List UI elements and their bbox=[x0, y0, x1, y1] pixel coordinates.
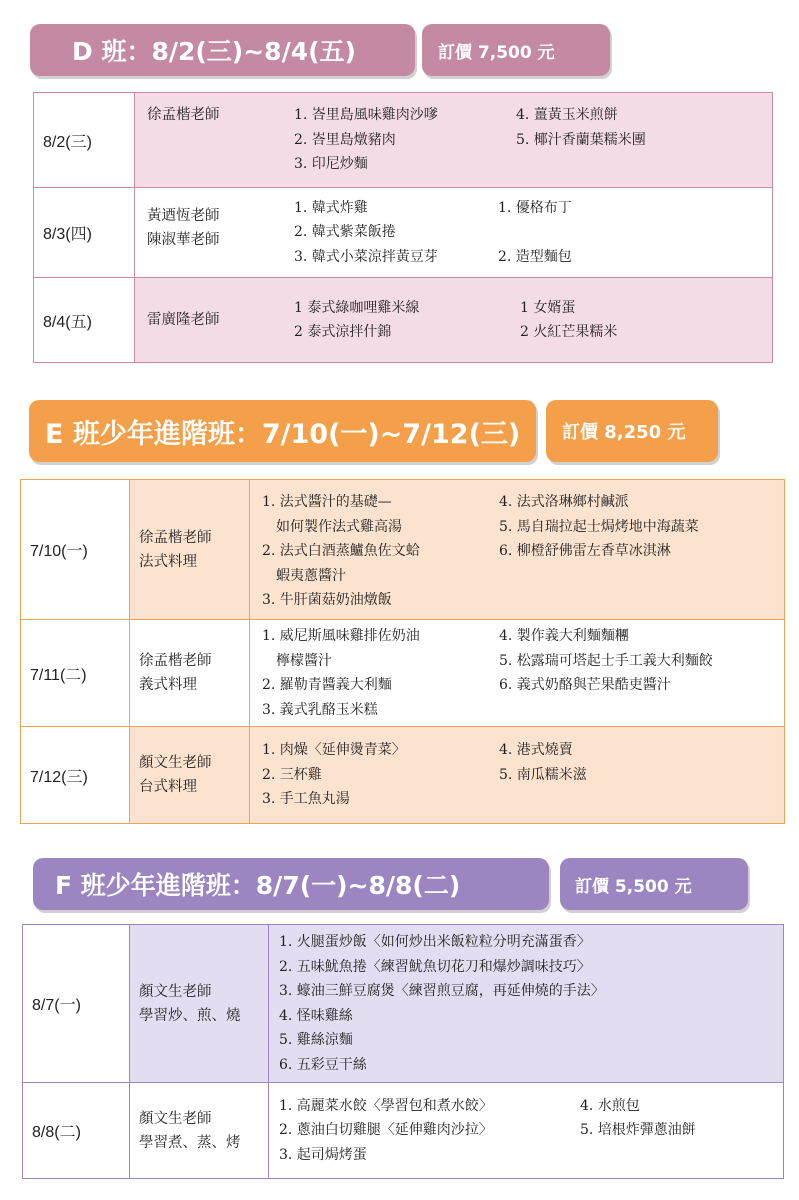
section-d-table bbox=[33, 92, 773, 363]
row-teacher: 顏文生老師 學習煮、蒸、烤 bbox=[130, 1083, 269, 1179]
table-row bbox=[23, 1083, 784, 1179]
table-row bbox=[34, 278, 773, 363]
menu-list: 1. 峇里島風味雞肉沙嗲 2. 峇里島燉豬肉 3. 印尼炒麵 bbox=[294, 107, 438, 173]
row-date: 8/2(三) bbox=[34, 93, 135, 188]
row-teacher: 顏文生老師 台式料理 bbox=[130, 727, 250, 824]
menu-list: 1. 韓式炸雞 2. 韓式紫菜飯捲 3. 韓式小菜涼拌黃豆芽 bbox=[294, 199, 438, 265]
menu-list: 1. 優格布丁 2. 造型麵包 bbox=[498, 199, 572, 265]
table-row bbox=[23, 925, 784, 1083]
row-date: 7/11(二) bbox=[21, 620, 130, 727]
table-row bbox=[34, 93, 773, 188]
menu-list: 1. 高麗菜水餃〈學習包和煮水餃〉 2. 蔥油白切雞腿〈延伸雞肉沙拉〉 3. 起司焗烤蛋 bbox=[279, 1097, 493, 1163]
row-teacher: 黃迺恆老師 陳淑華老師 bbox=[147, 207, 220, 248]
row-date: 8/8(二) bbox=[23, 1083, 130, 1179]
section-e-table bbox=[20, 479, 785, 824]
section-f-table bbox=[22, 924, 784, 1179]
menu-list: 1. 肉燥〈延伸燙青菜〉 2. 三杯雞 3. 手工魚丸湯 bbox=[262, 742, 406, 808]
menu-list: 1 泰式綠咖哩雞米線 2 泰式涼拌什錦 bbox=[294, 299, 420, 340]
section-d-title: D 班：8/2(三)~8/4(五) bbox=[30, 24, 415, 76]
menu-list: 1. 威尼斯風味雞排佐奶油 檸檬醬汁 2. 羅勒青醬義大利麵 3. 義式乳酪玉米糕 bbox=[262, 628, 420, 718]
menu-list: 4. 製作義大利麵麵糰 5. 松露瑞可塔起士手工義大利麵餃 6. 義式奶酪與芒果酷吏醬汁 bbox=[499, 628, 713, 693]
section-f-price: 訂價 5,500 元 bbox=[560, 858, 748, 910]
menu-list: 1 女婿蛋 2 火紅芒果糯米 bbox=[520, 299, 618, 340]
menu-list: 1. 火腿蛋炒飯〈如何炒出米飯粒粒分明充滿蛋香〉 2. 五味魷魚捲〈練習魷魚切花刀和爆炒調味技巧〉 3. 蠔油三鮮豆腐煲〈練習煎豆腐，再延伸燒的手法〉 4. 怪味雞絲 5. 雞絲涼麵 6. 五彩豆干絲 bbox=[279, 934, 605, 1073]
table-row bbox=[34, 188, 773, 278]
row-teacher: 雷廣隆老師 bbox=[147, 311, 220, 328]
table-row bbox=[21, 480, 785, 620]
section-d-price: 訂價 7,500 元 bbox=[422, 24, 610, 76]
row-teacher: 徐孟楷老師 義式料理 bbox=[130, 620, 250, 727]
row-date: 8/7(一) bbox=[23, 925, 130, 1083]
row-date: 8/4(五) bbox=[34, 278, 135, 363]
menu-list: 4. 港式燒賣 5. 南瓜糯米滋 bbox=[499, 742, 587, 783]
row-teacher: 徐孟楷老師 法式料理 bbox=[130, 480, 250, 620]
row-teacher: 顏文生老師 學習炒、煎、燒 bbox=[130, 925, 269, 1083]
row-date: 7/10(一) bbox=[21, 480, 130, 620]
menu-list: 1. 法式醬汁的基礎— 如何製作法式雞高湯 2. 法式白酒蒸鱸魚佐文蛤 蝦夷蔥醬汁 3. 牛肝菌菇奶油燉飯 bbox=[262, 494, 420, 608]
table-row bbox=[21, 620, 785, 727]
row-teacher: 徐孟楷老師 bbox=[147, 107, 220, 124]
row-date: 8/3(四) bbox=[34, 188, 135, 278]
row-date: 7/12(三) bbox=[21, 727, 130, 824]
table-row bbox=[21, 727, 785, 824]
menu-list: 4. 水煎包 5. 培根炸彈蔥油餅 bbox=[580, 1097, 696, 1139]
section-e-title: E 班少年進階班：7/10(一)~7/12(三) bbox=[29, 400, 536, 462]
menu-list: 4. 薑黃玉米煎餅 5. 椰汁香蘭葉糯米團 bbox=[516, 107, 646, 148]
menu-list: 4. 法式洛琳鄉村鹹派 5. 馬自瑞拉起士焗烤地中海蔬菜 6. 柳橙舒佛雷左香草冰淇淋 bbox=[499, 494, 699, 559]
section-f-title: F 班少年進階班：8/7(一)~8/8(二) bbox=[33, 858, 549, 910]
section-e-price: 訂價 8,250 元 bbox=[546, 400, 718, 462]
